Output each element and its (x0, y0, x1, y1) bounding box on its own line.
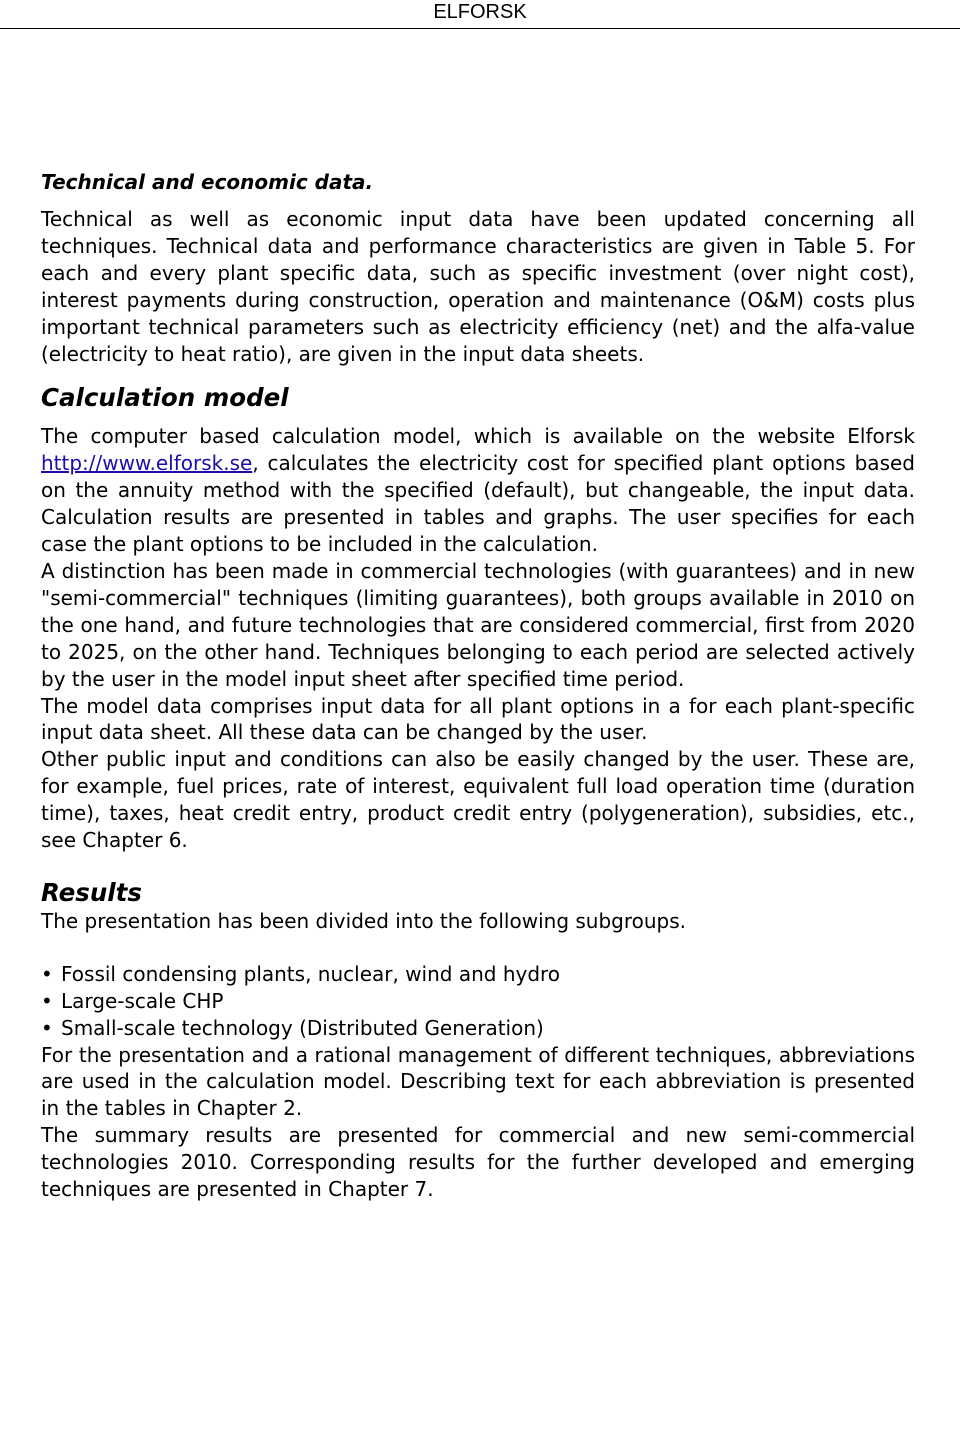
list-item (41, 988, 915, 1015)
document-body (41, 168, 915, 1203)
calculation-model-heading: Calculation model (41, 383, 289, 413)
list-item-text: Small-scale technology (Distributed Generation) (61, 1015, 544, 1040)
list-item (41, 1015, 915, 1042)
list-item (41, 961, 915, 988)
calculation-p1-text-before: The computer based calculation model, which is available on the website Elforsk (41, 424, 915, 449)
header-title: ELFORSK (433, 1, 527, 23)
calculation-paragraph-1 (41, 423, 915, 558)
calculation-p1-text-after: , calculates the electricity cost for specified plant options based on the annuity method with the specified (default), but changeable, the input data. Calculation results are presented in tables and graphs. The user specifies for each case the plant options to be included in the calculation. (41, 451, 915, 557)
page-header (0, 0, 960, 29)
bullet-icon: • (41, 1015, 53, 1040)
calculation-paragraph-2: A distinction has been made in commercial technologies (with guarantees) and in new "semi-commercial" techniques (limiting guarantees), both groups available in 2010 on the one hand, and future technologies that are considered commercial, first from 2020 to 2025, on the other hand. Techniques belonging to each period are selected actively by the user in the model input sheet after specified time period. (41, 558, 915, 691)
calculation-paragraph-4: Other public input and conditions can also be easily changed by the user. These are, for example, fuel prices, rate of interest, equivalent full load operation time (duration time), taxes, heat credit entry, product credit entry (polygeneration), subsidies, etc., see Chapter 6. (41, 747, 915, 853)
bullet-icon: • (41, 988, 53, 1013)
results-intro: The presentation has been divided into the following subgroups. (41, 908, 687, 933)
results-paragraph-3: The summary results are presented for commercial and new semi-commercial technologies 2010. Corresponding results for the further developed and emerging techniques are presented in Chapter 7. (41, 1123, 915, 1202)
list-item-text: Fossil condensing plants, nuclear, wind and hydro (61, 961, 561, 986)
results-heading: Results (41, 877, 142, 907)
calculation-paragraph-3: The model data comprises input data for all plant options in a for each plant-specific input data sheet. All these data can be changed by the user. (41, 693, 915, 745)
list-item-text: Large-scale CHP (61, 988, 224, 1013)
bullet-icon: • (41, 961, 53, 986)
technical-paragraph: Technical as well as economic input data have been updated concerning all techniques. Technical data and performance characteristics are given in Table 5. For each and every plant specific data, such as specific investment (over night cost), interest payments during construction, operation and maintenance (O&M) costs plus important technical parameters such as electricity efficiency (net) and the alfa-value (electricity to heat ratio), are given in the input data sheets. (41, 207, 915, 366)
technical-section-title: Technical and economic data. (41, 170, 374, 194)
results-paragraph-2: For the presentation and a rational management of different techniques, abbreviations are used in the calculation model. Describing text for each abbreviation is presented in the tables in Chapter 2. (41, 1042, 915, 1121)
results-subgroup-list (41, 961, 915, 1042)
elforsk-website-link[interactable]: http://www.elforsk.se (41, 451, 253, 476)
